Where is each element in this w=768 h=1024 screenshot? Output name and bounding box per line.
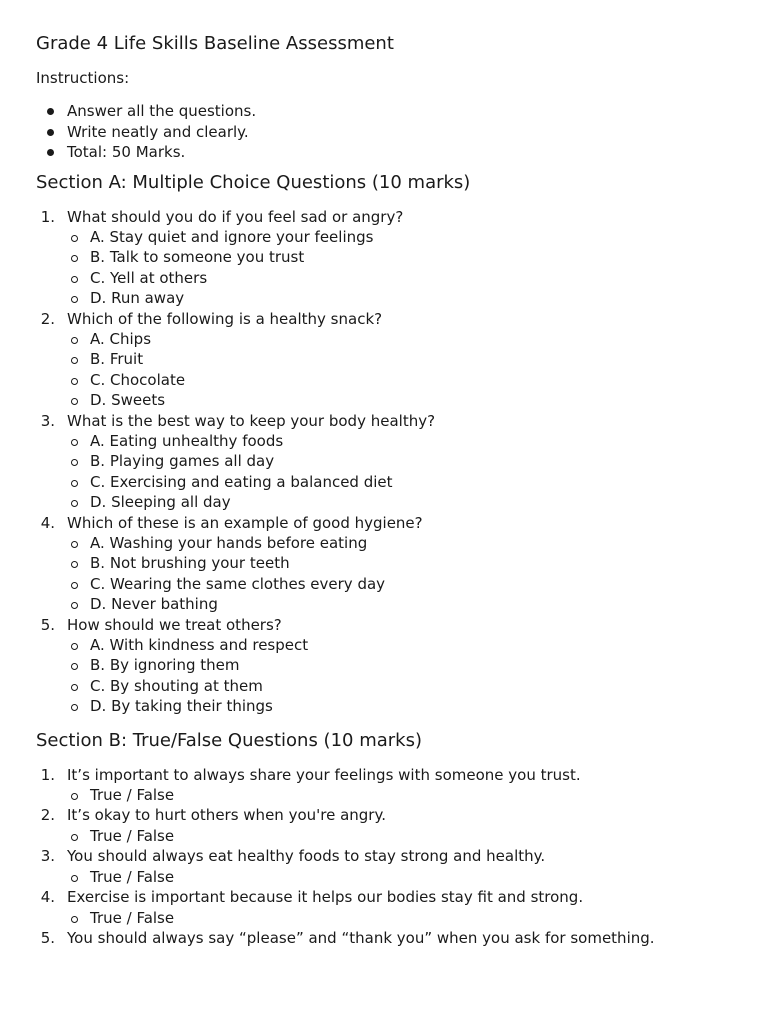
question-text: Which of these is an example of good hygiene? bbox=[67, 513, 423, 532]
hollow-bullet-icon bbox=[71, 663, 78, 670]
hollow-bullet-icon bbox=[71, 459, 78, 466]
option-item bbox=[36, 349, 736, 369]
option-item bbox=[36, 390, 736, 410]
option-list bbox=[36, 908, 736, 928]
hollow-bullet-icon bbox=[71, 602, 78, 609]
option-item bbox=[36, 655, 736, 675]
question-text: You should always eat healthy foods to stay strong and healthy. bbox=[67, 847, 546, 866]
option-list bbox=[36, 826, 736, 846]
option-text: B. Fruit bbox=[90, 350, 144, 369]
option-text: True / False bbox=[90, 826, 175, 845]
question-row bbox=[36, 765, 736, 785]
question-number: 1. bbox=[40, 765, 55, 784]
question-item bbox=[36, 309, 736, 411]
question-text: What is the best way to keep your body healthy? bbox=[67, 411, 436, 430]
question-number: 2. bbox=[40, 309, 55, 328]
instruction-text: Total: 50 Marks. bbox=[67, 143, 186, 161]
hollow-bullet-icon bbox=[71, 357, 78, 364]
option-item bbox=[36, 288, 736, 308]
option-item bbox=[36, 431, 736, 451]
hollow-bullet-icon bbox=[71, 296, 78, 303]
question-text: Exercise is important because it helps our bodies stay fit and strong. bbox=[67, 888, 584, 907]
instruction-item bbox=[36, 142, 736, 163]
hollow-bullet-icon bbox=[71, 541, 78, 548]
option-item bbox=[36, 574, 736, 594]
bullet-icon bbox=[47, 149, 54, 156]
option-list bbox=[36, 867, 736, 887]
option-text: A. Eating unhealthy foods bbox=[90, 431, 284, 450]
instruction-text: Answer all the questions. bbox=[67, 102, 257, 120]
option-text: B. Playing games all day bbox=[90, 452, 275, 471]
instruction-item bbox=[36, 122, 736, 143]
option-text: A. Stay quiet and ignore your feelings bbox=[90, 227, 374, 246]
question-text: It’s okay to hurt others when you're angry. bbox=[67, 806, 386, 825]
assessment-page bbox=[36, 30, 736, 958]
question-text: Which of the following is a healthy snack? bbox=[67, 309, 383, 328]
hollow-bullet-icon bbox=[71, 643, 78, 650]
hollow-bullet-icon bbox=[71, 235, 78, 242]
option-item bbox=[36, 553, 736, 573]
hollow-bullet-icon bbox=[71, 684, 78, 691]
option-item bbox=[36, 370, 736, 390]
instructions-label: Instructions: bbox=[36, 69, 130, 87]
hollow-bullet-icon bbox=[71, 337, 78, 344]
option-item bbox=[36, 635, 736, 655]
question-text: How should we treat others? bbox=[67, 615, 282, 634]
hollow-bullet-icon bbox=[71, 500, 78, 507]
question-number: 3. bbox=[40, 411, 55, 430]
option-text: A. Washing your hands before eating bbox=[90, 534, 368, 552]
option-list bbox=[36, 329, 736, 411]
question-number: 1. bbox=[40, 207, 55, 226]
hollow-bullet-icon bbox=[71, 480, 78, 487]
option-text: B. By ignoring them bbox=[90, 656, 240, 675]
hollow-bullet-icon bbox=[71, 439, 78, 446]
option-item bbox=[36, 329, 736, 349]
question-row bbox=[36, 615, 736, 635]
question-row bbox=[36, 928, 736, 948]
hollow-bullet-icon bbox=[71, 398, 78, 405]
question-number: 5. bbox=[40, 928, 55, 947]
question-row bbox=[36, 513, 736, 533]
question-item bbox=[36, 765, 736, 806]
question-item bbox=[36, 411, 736, 513]
option-item bbox=[36, 676, 736, 696]
option-text: C. By shouting at them bbox=[90, 676, 263, 695]
option-item bbox=[36, 785, 736, 805]
option-item bbox=[36, 227, 736, 247]
option-item bbox=[36, 268, 736, 288]
option-item bbox=[36, 594, 736, 614]
hollow-bullet-icon bbox=[71, 561, 78, 568]
option-list bbox=[36, 635, 736, 717]
instructions-list bbox=[36, 101, 736, 163]
hollow-bullet-icon bbox=[71, 276, 78, 283]
question-item bbox=[36, 887, 736, 928]
question-row bbox=[36, 207, 736, 227]
hollow-bullet-icon bbox=[71, 834, 78, 841]
question-number: 2. bbox=[40, 806, 55, 825]
option-text: C. Yell at others bbox=[90, 268, 208, 287]
question-item bbox=[36, 846, 736, 887]
option-item bbox=[36, 867, 736, 887]
hollow-bullet-icon bbox=[71, 875, 78, 882]
option-text: D. Sweets bbox=[90, 391, 166, 410]
option-list bbox=[36, 785, 736, 805]
section-a-questions bbox=[36, 207, 736, 717]
option-list bbox=[36, 227, 736, 309]
instruction-text: Write neatly and clearly. bbox=[67, 122, 249, 141]
section-a-heading: Section A: Multiple Choice Questions (10 marks) bbox=[36, 171, 471, 193]
option-item bbox=[36, 826, 736, 846]
page-title: Grade 4 Life Skills Baseline Assessment bbox=[36, 33, 394, 54]
bullet-icon bbox=[47, 129, 54, 136]
option-text: B. Not brushing your teeth bbox=[90, 554, 290, 573]
question-item bbox=[36, 805, 736, 846]
option-text: True / False bbox=[90, 867, 175, 886]
option-item bbox=[36, 451, 736, 471]
question-row bbox=[36, 846, 736, 866]
option-list bbox=[36, 533, 736, 615]
hollow-bullet-icon bbox=[71, 916, 78, 923]
question-row bbox=[36, 805, 736, 825]
question-text: It’s important to always share your feelings with someone you trust. bbox=[67, 765, 581, 784]
option-text: A. Chips bbox=[90, 329, 152, 348]
bullet-icon bbox=[47, 108, 54, 115]
section-b-questions bbox=[36, 765, 736, 949]
option-item bbox=[36, 247, 736, 267]
hollow-bullet-icon bbox=[71, 704, 78, 711]
option-item bbox=[36, 472, 736, 492]
question-text: You should always say “please” and “thank you” when you ask for something. bbox=[67, 928, 655, 947]
question-number: 5. bbox=[40, 615, 55, 634]
option-text: D. Run away bbox=[90, 289, 185, 308]
option-text: True / False bbox=[90, 908, 175, 927]
question-row bbox=[36, 411, 736, 431]
option-text: C. Chocolate bbox=[90, 370, 186, 389]
question-number: 4. bbox=[40, 513, 55, 532]
option-item bbox=[36, 696, 736, 716]
option-text: C. Wearing the same clothes every day bbox=[90, 574, 386, 593]
hollow-bullet-icon bbox=[71, 582, 78, 589]
question-text: What should you do if you feel sad or angry? bbox=[67, 207, 404, 226]
option-item bbox=[36, 533, 736, 553]
hollow-bullet-icon bbox=[71, 378, 78, 385]
instruction-item bbox=[36, 101, 736, 122]
question-row bbox=[36, 309, 736, 329]
question-item bbox=[36, 513, 736, 615]
option-text: True / False bbox=[90, 786, 175, 805]
section-b-heading: Section B: True/False Questions (10 marks) bbox=[36, 729, 422, 751]
option-text: D. Sleeping all day bbox=[90, 493, 231, 512]
option-item bbox=[36, 908, 736, 928]
question-item bbox=[36, 615, 736, 717]
hollow-bullet-icon bbox=[71, 255, 78, 262]
option-text: A. With kindness and respect bbox=[90, 636, 309, 655]
hollow-bullet-icon bbox=[71, 793, 78, 800]
question-item bbox=[36, 928, 736, 948]
question-row bbox=[36, 887, 736, 907]
question-number: 3. bbox=[40, 847, 55, 866]
option-item bbox=[36, 492, 736, 512]
option-list bbox=[36, 431, 736, 513]
option-text: D. Never bathing bbox=[90, 595, 218, 614]
question-item bbox=[36, 207, 736, 309]
question-number: 4. bbox=[40, 888, 55, 907]
option-text: D. By taking their things bbox=[90, 697, 273, 716]
option-text: C. Exercising and eating a balanced diet bbox=[90, 472, 393, 491]
option-text: B. Talk to someone you trust bbox=[90, 248, 305, 267]
